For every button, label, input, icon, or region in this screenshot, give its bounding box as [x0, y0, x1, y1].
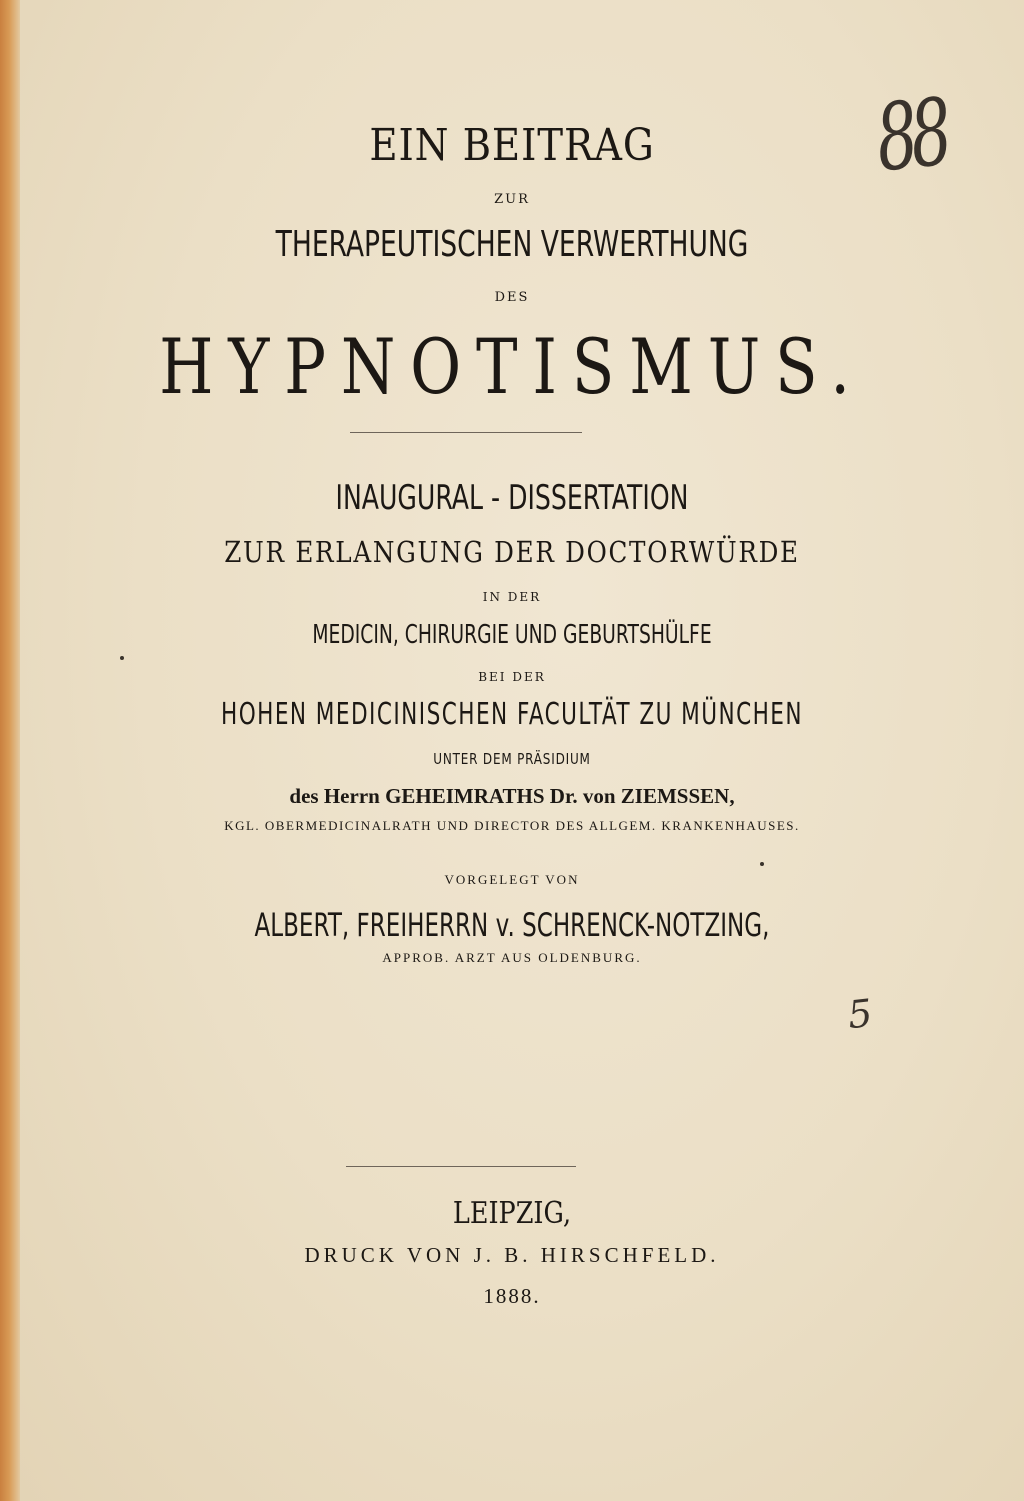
- divider-top: [350, 432, 582, 433]
- purpose-line: ZUR ERLANGUNG DER DOCTORWÜRDE: [224, 535, 800, 569]
- author-line: ALBERT, FREIHERRN v. SCHRENCK-NOTZING,: [254, 906, 770, 944]
- connector-bei-der: BEI DER: [478, 670, 546, 684]
- imprint-city: LEIPZIG,: [452, 1196, 572, 1231]
- title-line-4: DES: [494, 290, 530, 305]
- imprint-printer: DRUCK VON J. B. HIRSCHFELD.: [304, 1243, 720, 1267]
- page-edge: [0, 0, 20, 1501]
- title-line-2: ZUR: [494, 192, 530, 207]
- imprint-year: 1888.: [483, 1284, 541, 1308]
- divider-bottom: [346, 1166, 576, 1167]
- title-line-1: EIN BEITRAG: [369, 120, 655, 171]
- handwritten-number-margin: 5: [845, 990, 875, 1038]
- ink-speck: [760, 862, 764, 866]
- author-title-line: APPROB. ARZT AUS OLDENBURG.: [382, 950, 642, 965]
- title-line-3: THERAPEUTISCHEN VERWERTHUNG: [275, 224, 749, 265]
- ink-speck: [120, 656, 124, 660]
- subjects-line: MEDICIN, CHIRURGIE UND GEBURTSHÜLFE: [312, 620, 712, 650]
- handwritten-number-top: 88: [871, 78, 950, 193]
- president-name-line: des Herrn GEHEIMRATHS Dr. von ZIEMSSEN,: [289, 784, 735, 808]
- president-title-line: KGL. OBERMEDICINALRATH UND DIRECTOR DES ALLGEM. KRANKENHAUSES.: [224, 818, 800, 833]
- main-title: HYPNOTISMUS.: [159, 322, 865, 411]
- presented-by-line: VORGELEGT VON: [444, 872, 580, 887]
- connector-in-der: IN DER: [482, 590, 542, 604]
- faculty-line: HOHEN MEDICINISCHEN FACULTÄT ZU MÜNCHEN: [221, 697, 803, 732]
- dissertation-line: INAUGURAL - DISSERTATION: [335, 478, 689, 518]
- presidium-line: UNTER DEM PRÄSIDIUM: [433, 750, 591, 768]
